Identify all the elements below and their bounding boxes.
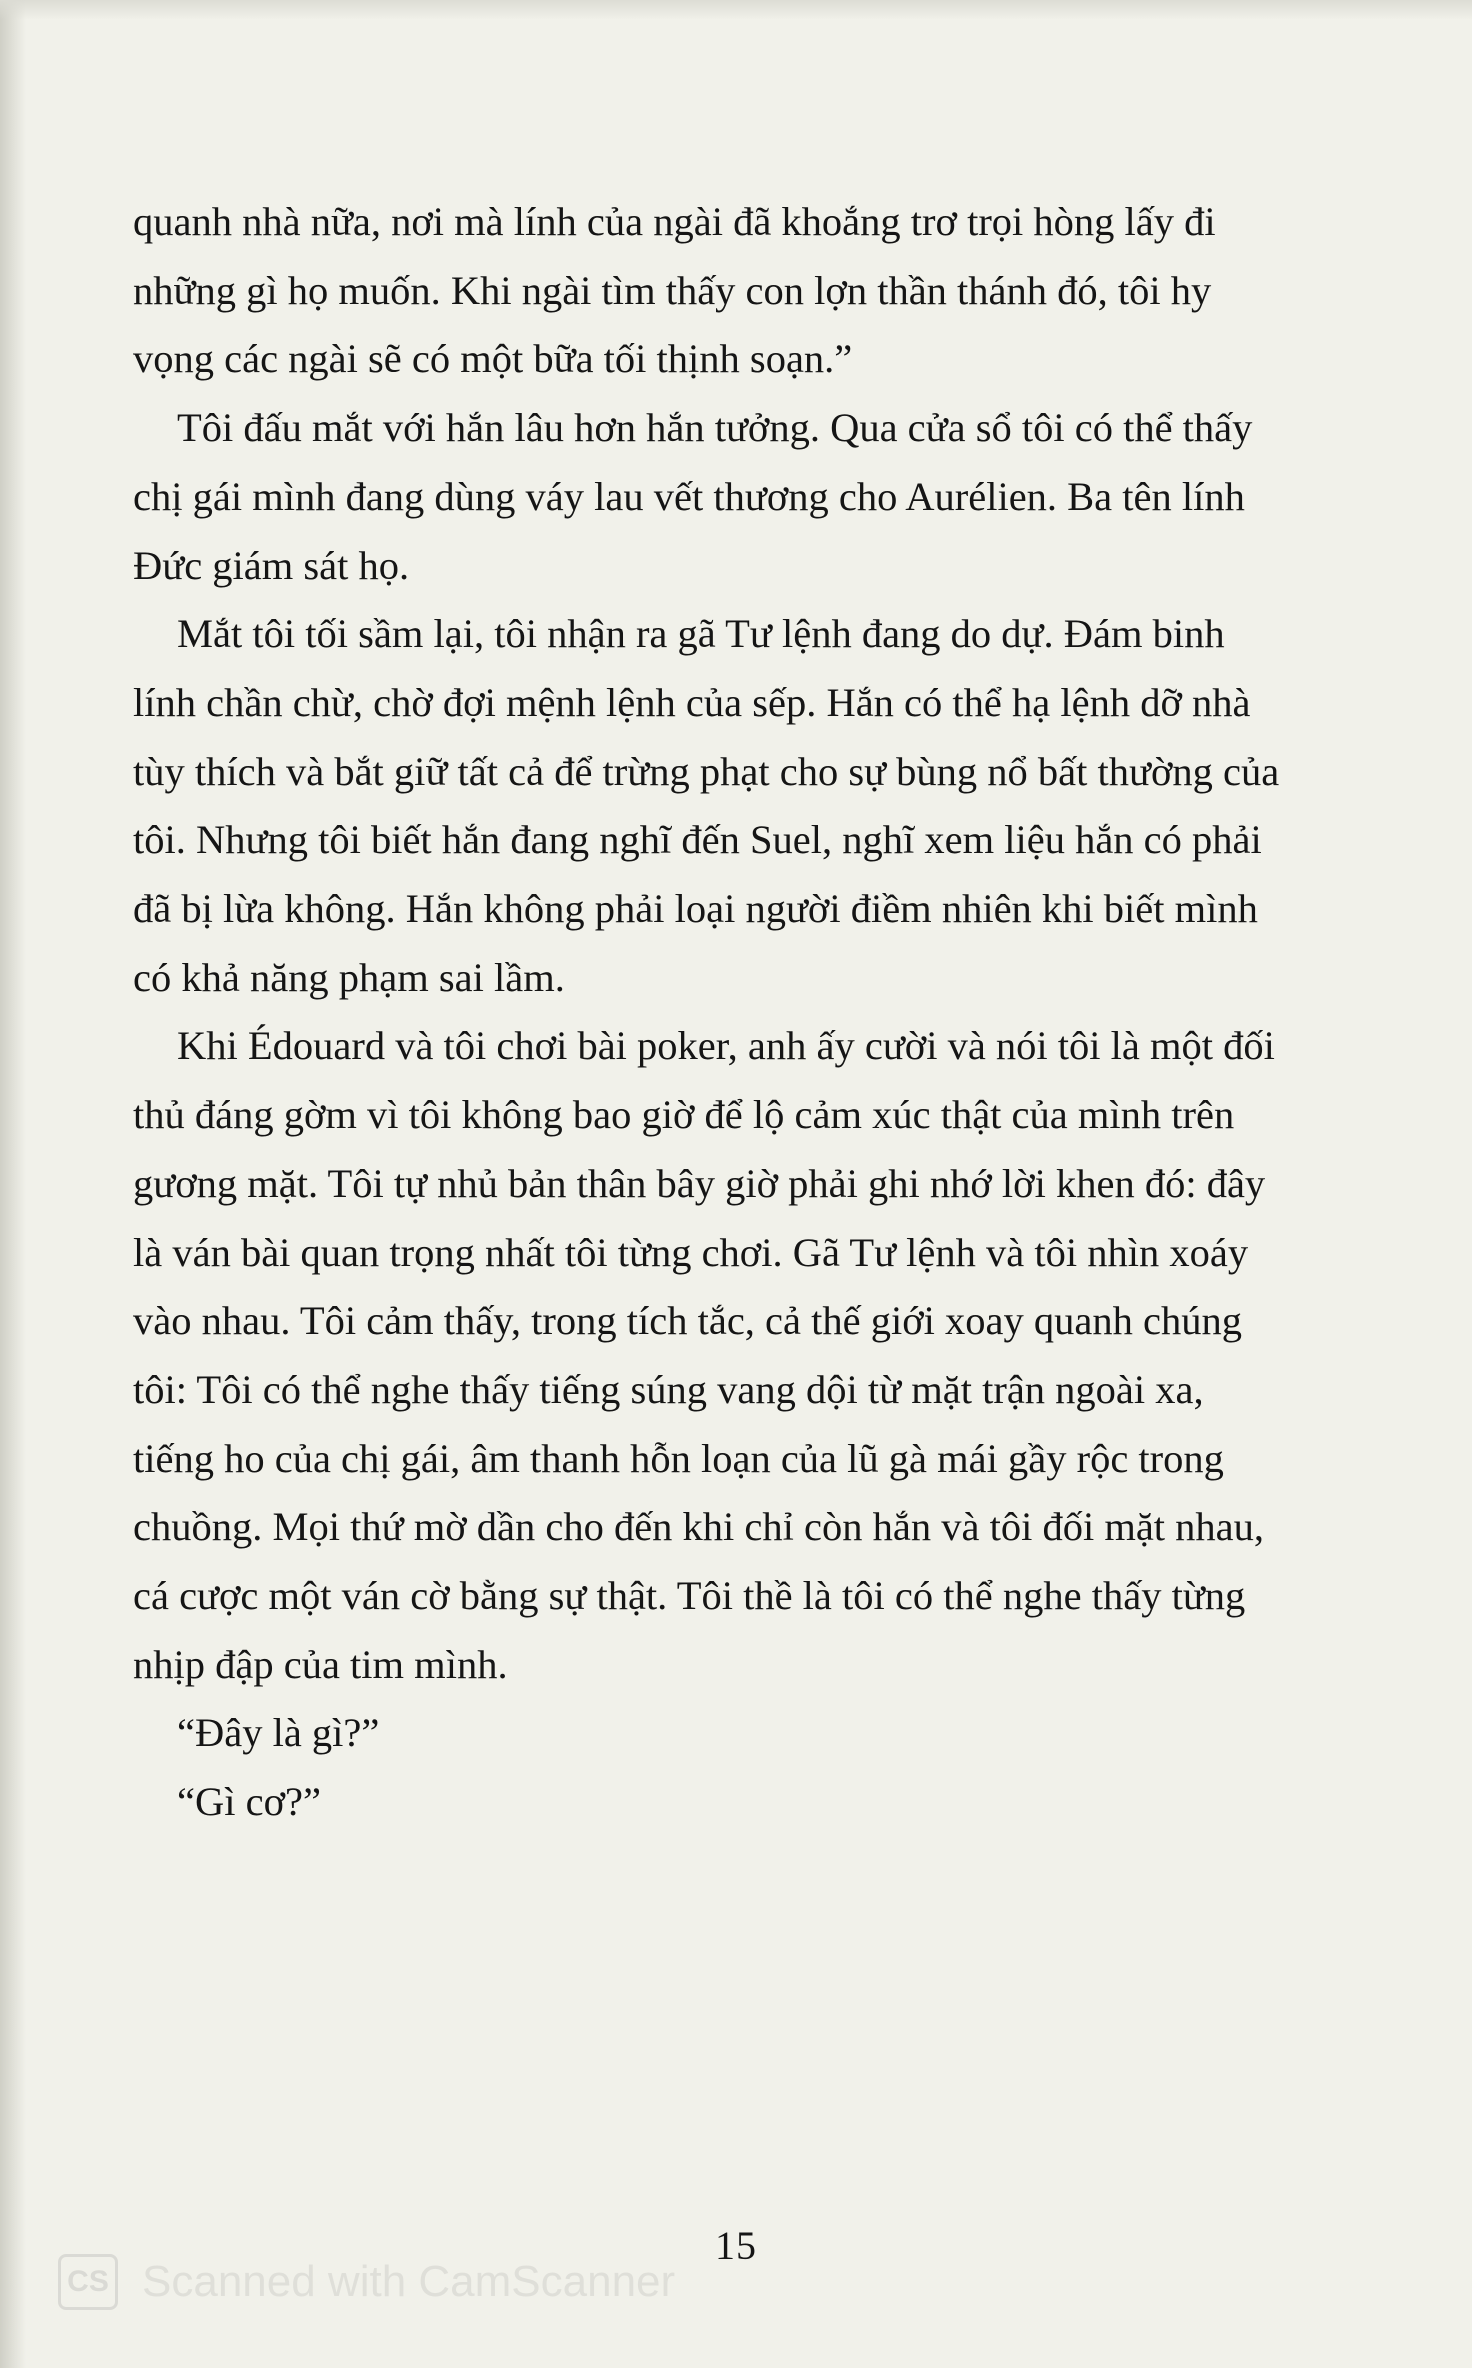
page-number: 15	[715, 2223, 757, 2268]
body-text	[133, 188, 1293, 1837]
paragraph: quanh nhà nữa, nơi mà lính của ngài đã khoắng trơ trọi hòng lấy đi những gì họ muốn. Khi ngài tìm thấy con lợn thần thánh đó, tôi hy vọng các ngài sẽ có một bữa tối thịnh soạn.”	[133, 199, 1216, 382]
page-edge-shadow	[0, 0, 26, 2368]
paragraph: “Đây là gì?”	[177, 1710, 380, 1756]
paragraph: Mắt tôi tối sầm lại, tôi nhận ra gã Tư lệnh đang do dự. Đám binh lính chần chừ, chờ đợi mệnh lệnh của sếp. Hắn có thể hạ lệnh dỡ nhà tùy thích và bắt giữ tất cả để trừng phạt cho sự bùng nổ bất thường của tôi. Nhưng tôi biết hắn đang nghĩ đến Suel, nghĩ xem liệu hắn có phải đã bị lừa không. Hắn không phải loại người điềm nhiên khi biết mình có khả năng phạm sai lầm.	[133, 611, 1280, 1000]
paragraph: “Gì cơ?”	[177, 1779, 321, 1825]
paragraph: Tôi đấu mắt với hắn lâu hơn hắn tưởng. Qua cửa sổ tôi có thể thấy chị gái mình đang dùng váy lau vết thương cho Aurélien. Ba tên lính Đức giám sát họ.	[133, 405, 1253, 588]
page-top-shadow	[0, 0, 1472, 20]
scanner-watermark	[58, 2250, 675, 2314]
paragraph: Khi Édouard và tôi chơi bài poker, anh ấy cười và nói tôi là một đối thủ đáng gờm vì tôi không bao giờ để lộ cảm xúc thật của mình trên gương mặt. Tôi tự nhủ bản thân bây giờ phải ghi nhớ lời khen đó: đây là ván bài quan trọng nhất tôi từng chơi. Gã Tư lệnh và tôi nhìn xoáy vào nhau. Tôi cảm thấy, trong tích tắc, cả thế giới xoay quanh chúng tôi: Tôi có thể nghe thấy tiếng súng vang dội từ mặt trận ngoài xa, tiếng ho của chị gái, âm thanh hỗn loạn của lũ gà mái gầy rộc trong chuồng. Mọi thứ mờ dần cho đến khi chỉ còn hắn và tôi đối mặt nhau, cá cược một ván cờ bằng sự thật. Tôi thề là tôi có thể nghe thấy từng nhịp đập của tim mình.	[133, 1023, 1275, 1687]
camscanner-logo-icon: CS	[58, 2254, 118, 2310]
watermark-text: Scanned with CamScanner	[142, 2257, 676, 2306]
